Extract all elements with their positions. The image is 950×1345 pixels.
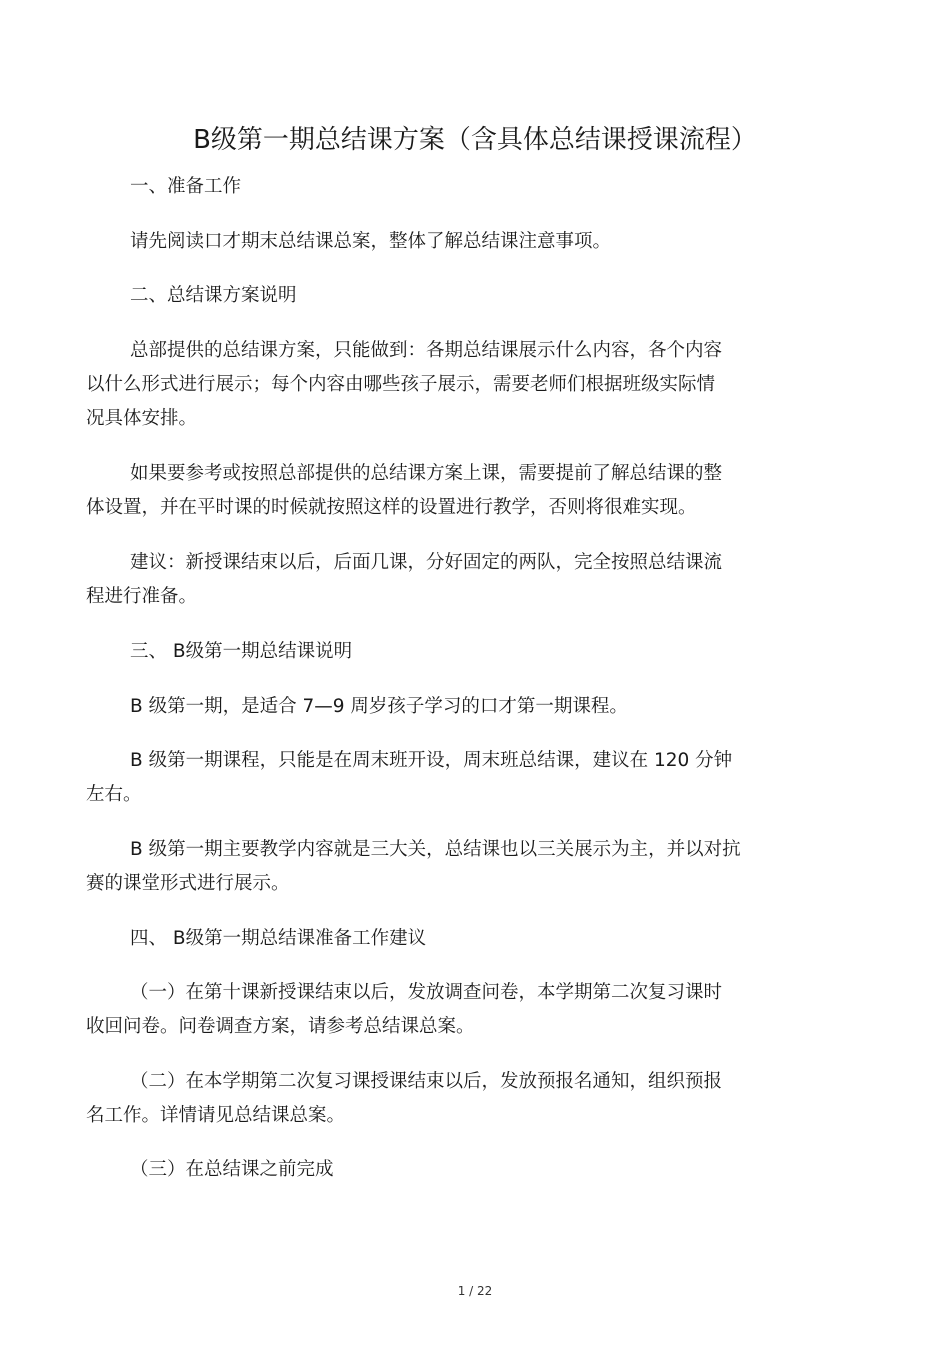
paragraph-line: 请先阅读口才期末总结课总案，整体了解总结课注意事项。 [130, 231, 612, 252]
paragraph-line: B 级第一期主要教学内容就是三大关，总结课也以三关展示为主，并以对抗 [130, 839, 741, 860]
paragraph-read-plan [86, 225, 876, 259]
paragraph-pre-registration [86, 1065, 876, 1133]
paragraph-line: （二）在本学期第二次复习课授课结束以后，发放预报名通知，组织预报 [130, 1071, 723, 1092]
paragraph-plan-scope [86, 334, 876, 436]
paragraph-before-summary [86, 1153, 876, 1187]
paragraph-line: 体设置，并在平时课的时候就按照这样的设置进行教学，否则将很难实现。 [86, 497, 697, 518]
heading-plan-description [86, 279, 876, 313]
paragraph-line: 况具体安排。 [86, 408, 198, 429]
page-number: 1 / 22 [457, 1284, 493, 1298]
paragraph-weekend-class [86, 744, 876, 812]
heading-b-level-description [86, 635, 876, 669]
paragraph-line: 程进行准备。 [86, 586, 198, 607]
paragraph-line: 左右。 [86, 784, 142, 805]
paragraph-line: B 级第一期，是适合 7—9 周岁孩子学习的口才第一期课程。 [130, 696, 628, 717]
paragraph-age-range [86, 690, 876, 724]
document-title: B级第一期总结课方案（含具体总结课授课流程） [193, 125, 757, 155]
heading-preparation-suggestions [86, 922, 876, 956]
paragraph-plan-reference [86, 457, 876, 525]
paragraph-line: 一、准备工作 [130, 176, 242, 197]
paragraph-line: 收回问卷。问卷调查方案，请参考总结课总案。 [86, 1016, 475, 1037]
paragraph-line: B 级第一期课程，只能是在周末班开设，周末班总结课，建议在 120 分钟 [130, 750, 733, 771]
paragraph-line: 二、总结课方案说明 [130, 285, 297, 306]
paragraph-line: 如果要参考或按照总部提供的总结课方案上课，需要提前了解总结课的整 [130, 463, 723, 484]
paragraph-line: （一）在第十课新授课结束以后，发放调查问卷，本学期第二次复习课时 [130, 982, 723, 1003]
paragraph-line: 赛的课堂形式进行展示。 [86, 873, 290, 894]
paragraph-line: 名工作。详情请见总结课总案。 [86, 1105, 346, 1126]
paragraph-line: 以什么形式进行展示；每个内容由哪些孩子展示，需要老师们根据班级实际情 [86, 374, 716, 395]
paragraph-suggestion [86, 546, 876, 614]
paragraph-teaching-content [86, 833, 876, 901]
paragraph-line: 三、 B级第一期总结课说明 [130, 641, 353, 662]
heading-preparation [86, 170, 876, 204]
paragraph-line: 四、 B级第一期总结课准备工作建议 [130, 928, 427, 949]
paragraph-line: 建议：新授课结束以后，后面几课，分好固定的两队，完全按照总结课流 [130, 552, 723, 573]
paragraph-survey [86, 976, 876, 1044]
paragraph-line: 总部提供的总结课方案，只能做到：各期总结课展示什么内容，各个内容 [130, 340, 723, 361]
paragraph-line: （三）在总结课之前完成 [130, 1159, 334, 1180]
